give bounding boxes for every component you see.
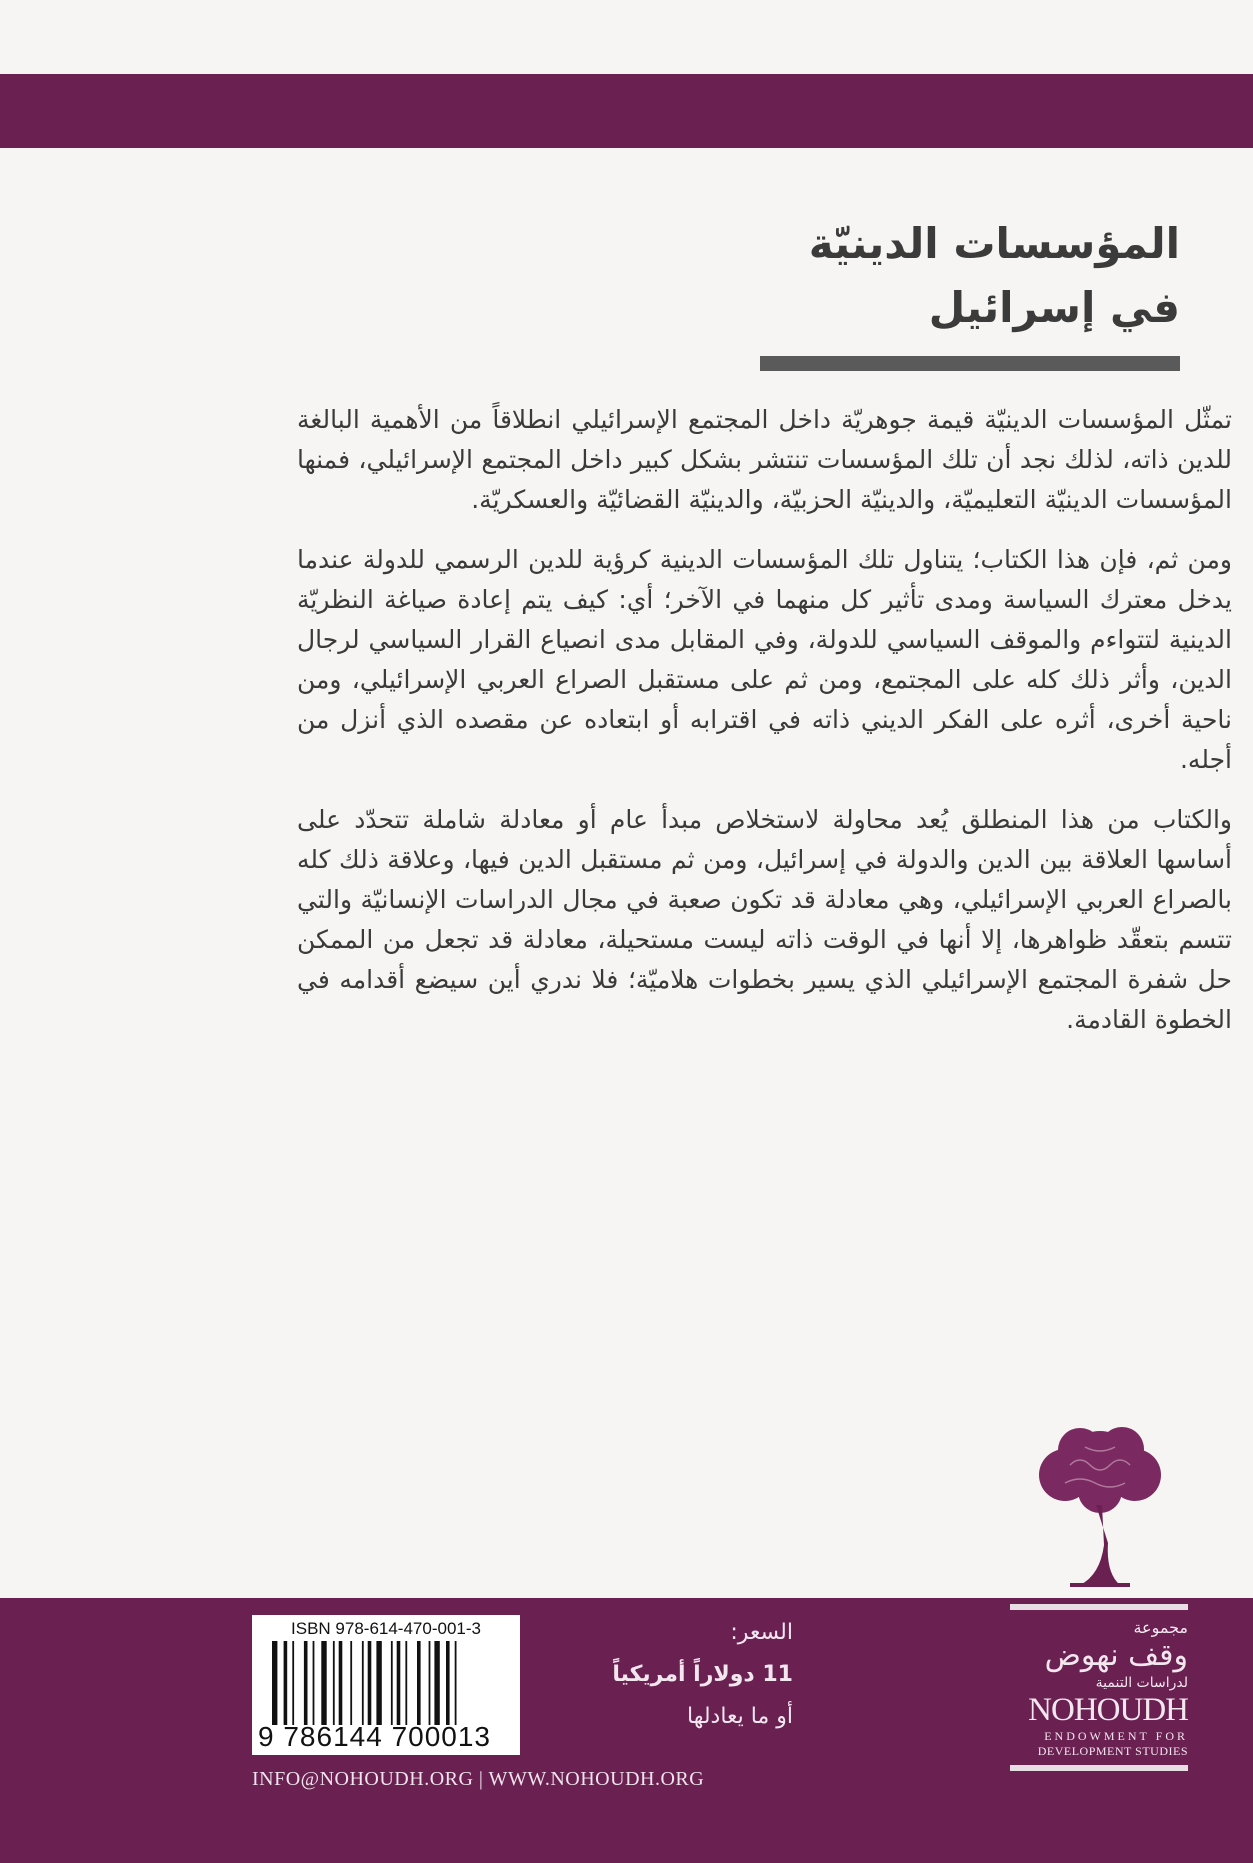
- barcode-digits: 9 786144 700013: [258, 1721, 491, 1752]
- barcode-bar: [321, 1641, 326, 1725]
- barcode-bar: [368, 1641, 372, 1725]
- barcode-bar: [376, 1641, 381, 1725]
- barcode: [252, 1615, 520, 1755]
- logo-ar-group: مجموعة: [1133, 1618, 1188, 1637]
- barcode-bars: [272, 1641, 502, 1725]
- barcode-bar: [429, 1641, 431, 1725]
- logo-top-rule: [1010, 1604, 1188, 1610]
- logo-bottom-rule: [1010, 1765, 1188, 1771]
- book-title: [809, 212, 1180, 340]
- logo-ar-name: وقف نهوض: [1044, 1638, 1188, 1673]
- price-block: [612, 1612, 793, 1738]
- price-label: السعر:: [730, 1620, 793, 1645]
- barcode-bar: [455, 1641, 457, 1725]
- top-purple-band: [0, 74, 1253, 148]
- price-alt: أو ما يعادلها: [687, 1704, 793, 1729]
- blurb-paragraph-3: والكتاب من هذا المنطلق يُعد محاولة لاستخلاص مبدأ عام أو معادلة شاملة تتحدّد على أساسها العلاقة بين الدين والدولة في إسرائيل، ومن ثم مستقبل الدين فيها، وعلاقة ذلك كله بالصراع العربي الإسرائيلي، وهي معادلة قد تكون صعبة في مجال الدراسات الإنسانيّة والتي تتسم بتعقّد ظواهرها، إلا أنها في الوقت ذاته ليست مستحيلة، معادلة قد تجعل من الممكن حل شفرة المجتمع الإسرائيلي الذي يسير بخطوات هلاميّة؛ فلا ندري أين سيضع أقدامه في الخطوة القادمة.: [297, 805, 1232, 1034]
- barcode-bar: [304, 1641, 308, 1725]
- isbn-label: ISBN 978-614-470-001-3: [291, 1619, 481, 1638]
- barcode-bar: [446, 1641, 450, 1725]
- contact-links: INFO@NOHOUDH.ORG | WWW.NOHOUDH.ORG: [252, 1768, 705, 1790]
- publisher-tree-logo-icon: [1010, 1425, 1190, 1597]
- logo-ar-sub: لدراسات التنمية: [1095, 1675, 1188, 1691]
- title-line-2: في إسرائيل: [928, 283, 1180, 332]
- barcode-bar: [272, 1641, 277, 1725]
- blurb-paragraph-1: تمثّل المؤسسات الدينيّة قيمة جوهريّة داخل المجتمع الإسرائيلي انطلاقاً من الأهمية البالغة للدين ذاته، لذلك نجد أن تلك المؤسسات تنتشر بشكل كبير داخل المجتمع الإسرائيلي، فمنها المؤسسات الدينيّة التعليميّة، والدينيّة الحزبيّة، والدينيّة القضائيّة والعسكريّة.: [297, 405, 1232, 514]
- barcode-bar: [284, 1641, 288, 1725]
- barcode-bar: [313, 1641, 315, 1725]
- price-amount: 11 دولاراً أمريكياً: [612, 1662, 793, 1687]
- barcode-bar: [391, 1641, 393, 1725]
- logo-en-sub2: DEVELOPMENT STUDIES: [1037, 1744, 1188, 1758]
- barcode-bar: [292, 1641, 294, 1725]
- barcode-bar: [339, 1641, 343, 1725]
- blurb-paragraph-2: ومن ثم، فإن هذا الكتاب؛ يتناول تلك المؤسسات الدينية كرؤية للدين الرسمي للدولة عندما يدخل معترك السياسة ومدى تأثير كل منهما في الآخر؛ أي: كيف يتم إعادة صياغة النظريّة الدينية لتتواءم والموقف السياسي للدولة، وفي المقابل مدى انصياع القرار السياسي لرجال الدين، وأثر ذلك كله على المجتمع، ومن ثم على مستقبل الصراع العربي الإسرائيلي، ومن ناحية أخرى، أثره على الفكر الديني ذاته في اقترابه أو ابتعاده عن مقصده الذي أنزل من أجله.: [297, 545, 1232, 774]
- barcode-bar: [362, 1641, 364, 1725]
- barcode-bar: [434, 1641, 439, 1725]
- barcode-bar: [417, 1641, 421, 1725]
- barcode-bar: [405, 1641, 407, 1725]
- barcode-bar: [397, 1641, 401, 1725]
- title-divider: [760, 356, 1180, 371]
- publisher-logo: [1010, 1604, 1188, 1779]
- title-line-1: المؤسسات الدينيّة: [808, 219, 1180, 268]
- barcode-bar: [333, 1641, 335, 1725]
- logo-en-name: NOHOUDH: [1028, 1692, 1188, 1728]
- logo-en-sub1: ENDOWMENT FOR: [1044, 1729, 1188, 1743]
- barcode-bar: [350, 1641, 352, 1725]
- blurb: [297, 400, 1232, 1060]
